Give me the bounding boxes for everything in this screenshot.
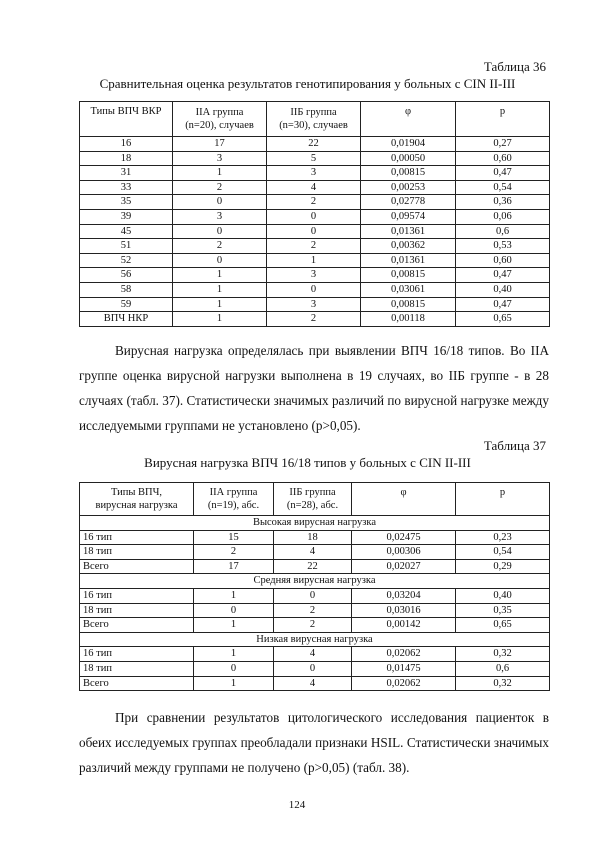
table-cell: 3 (267, 268, 361, 283)
table-cell: 33 (80, 180, 173, 195)
table-cell: 1 (194, 647, 274, 662)
table-row (80, 530, 550, 545)
table-cell: 31 (80, 166, 173, 181)
table-cell: 2 (267, 239, 361, 254)
table-cell: 0,03016 (352, 603, 456, 618)
table-cell: 18 тип (80, 545, 194, 560)
table-cell: 58 (80, 282, 173, 297)
table-cell: 2 (267, 195, 361, 210)
table-cell: 0 (173, 253, 267, 268)
table-row (80, 618, 550, 633)
table36-header-group-2b-name: IIБ группа (290, 107, 337, 118)
table37-header-group-2a (194, 483, 274, 516)
table36-title: Сравнительная оценка результатов генотипирования у больных с CIN II-III (99, 76, 516, 91)
body-paragraph-1: Вирусная нагрузка определялась при выявлении ВПЧ 16/18 типов. Во IIА группе оценка вирусной нагрузки выполнена в 19 случаях, во IIБ группе - в 28 случаях (табл. 37). Статистически значимых различий по вирусной нагрузке между исследуемыми группами не установлено (p>0,05). (79, 343, 549, 433)
table-cell: 1 (194, 618, 274, 633)
table-cell: 3 (267, 166, 361, 181)
table36 (79, 101, 550, 327)
table-cell: 0,00815 (361, 297, 456, 312)
table-cell: 0 (274, 661, 352, 676)
table-row (80, 151, 550, 166)
table-row (80, 137, 550, 152)
table36-header-group-2a (173, 102, 267, 137)
table-cell: 0,54 (456, 180, 550, 195)
section-title: Высокая вирусная нагрузка (80, 516, 550, 531)
page-number: 124 (288, 799, 306, 811)
table-cell: 0,54 (456, 545, 550, 560)
table-cell: 2 (274, 603, 352, 618)
table-cell: Всего (80, 618, 194, 633)
body-paragraph-2: При сравнении результатов цитологического исследования пациенток в обеих исследуемых группах преобладали признаки HSIL. Статистически значимых различий между группами не получено (p>0,05) (табл. 38). (79, 710, 549, 775)
table-cell: 0,03061 (361, 282, 456, 297)
table-row (80, 195, 550, 210)
table-row (80, 268, 550, 283)
table-cell: 5 (267, 151, 361, 166)
table-cell: 1 (173, 166, 267, 181)
table-cell: 18 тип (80, 603, 194, 618)
table37-header-group-2a-name: IIА группа (209, 487, 258, 498)
table-cell: 0,00050 (361, 151, 456, 166)
table-cell: 15 (194, 530, 274, 545)
table-row (80, 297, 550, 312)
table-cell: 2 (267, 312, 361, 327)
table-row (80, 661, 550, 676)
table36-header-group-2b (267, 102, 361, 137)
table37-header-group-2b (274, 483, 352, 516)
table36-header-row (80, 102, 550, 137)
table-cell: 0,00253 (361, 180, 456, 195)
table-cell: 45 (80, 224, 173, 239)
table-cell: 0,00815 (361, 268, 456, 283)
table-cell: 35 (80, 195, 173, 210)
table36-header-group-2a-name: IIА группа (195, 107, 244, 118)
table-cell: 3 (173, 209, 267, 224)
table-cell: 2 (173, 239, 267, 254)
section-header-row (80, 516, 550, 531)
table-cell: 1 (173, 282, 267, 297)
table-cell: 0 (267, 209, 361, 224)
table-cell: 0,29 (456, 559, 550, 574)
table36-body (80, 137, 550, 327)
table-cell: 0 (267, 224, 361, 239)
section-title: Средняя вирусная нагрузка (80, 574, 550, 589)
table-cell: 0 (173, 195, 267, 210)
table-cell: 4 (274, 647, 352, 662)
table-cell: 2 (274, 618, 352, 633)
table-cell: 0,02778 (361, 195, 456, 210)
table-cell: 18 (274, 530, 352, 545)
table-cell: 1 (194, 676, 274, 691)
table-cell: 0 (274, 588, 352, 603)
table-cell: 0 (194, 661, 274, 676)
table36-header-type: Типы ВПЧ ВКР (80, 102, 173, 137)
table-cell: 0,35 (456, 603, 550, 618)
table-cell: 0,47 (456, 166, 550, 181)
table-cell: 0,36 (456, 195, 550, 210)
table-cell: 16 тип (80, 647, 194, 662)
table-cell: 59 (80, 297, 173, 312)
table-cell: 0 (173, 224, 267, 239)
table-cell: 0,32 (456, 647, 550, 662)
table-cell: 1 (173, 297, 267, 312)
table36-header-phi: φ (361, 102, 456, 137)
table-cell: 17 (194, 559, 274, 574)
table-cell: 22 (274, 559, 352, 574)
table-cell: 0,02475 (352, 530, 456, 545)
section-header-row (80, 632, 550, 647)
table-row (80, 312, 550, 327)
table37-header-type-line2: вирусная нагрузка (95, 500, 178, 511)
table-cell: 1 (173, 268, 267, 283)
table-cell: 3 (173, 151, 267, 166)
table-cell: 0,53 (456, 239, 550, 254)
table-row (80, 647, 550, 662)
table-cell: 0,00142 (352, 618, 456, 633)
table-cell: 18 (80, 151, 173, 166)
table-cell: 0,01361 (361, 253, 456, 268)
table-row (80, 603, 550, 618)
table-row (80, 545, 550, 560)
table-cell: 1 (267, 253, 361, 268)
table-cell: ВПЧ НКР (80, 312, 173, 327)
table37-header-row (80, 483, 550, 516)
table-cell: 1 (173, 312, 267, 327)
section-header-row (80, 574, 550, 589)
table-row (80, 209, 550, 224)
table37-body (80, 516, 550, 691)
table-cell: 17 (173, 137, 267, 152)
table-cell: 0,03204 (352, 588, 456, 603)
table-row (80, 239, 550, 254)
table-cell: 0,60 (456, 151, 550, 166)
table-cell: 0,47 (456, 297, 550, 312)
table-cell: 0,40 (456, 282, 550, 297)
table-row (80, 166, 550, 181)
table-cell: 0,23 (456, 530, 550, 545)
table-cell: 0,00118 (361, 312, 456, 327)
table-cell: 1 (194, 588, 274, 603)
table37-header-type (80, 483, 194, 516)
table37-title: Вирусная нагрузка ВПЧ 16/18 типов у больных с CIN II-III (144, 455, 471, 470)
table-cell: 2 (173, 180, 267, 195)
table37 (79, 482, 550, 691)
table-cell: 0,06 (456, 209, 550, 224)
table-cell: 39 (80, 209, 173, 224)
table36-header-p: p (456, 102, 550, 137)
table37-label: Таблица 37 (483, 438, 546, 453)
table-cell: 0,02062 (352, 676, 456, 691)
table-cell: 0,02027 (352, 559, 456, 574)
table37-header-group-2a-n: (n=19), абс. (207, 500, 260, 511)
table-cell: 0,60 (456, 253, 550, 268)
table-cell: 0,00815 (361, 166, 456, 181)
table-cell: 4 (267, 180, 361, 195)
table-row (80, 676, 550, 691)
table37-header-type-line1: Типы ВПЧ, (110, 487, 163, 498)
table37-header-group-2b-name: IIБ группа (289, 487, 336, 498)
table-cell: 0,40 (456, 588, 550, 603)
table-cell: 0,6 (456, 661, 550, 676)
table-row (80, 253, 550, 268)
table-row (80, 180, 550, 195)
table-cell: 0,09574 (361, 209, 456, 224)
table-cell: 0,00362 (361, 239, 456, 254)
table37-header-group-2b-n: (n=28), абс. (286, 500, 339, 511)
table-cell: 0,02062 (352, 647, 456, 662)
table-cell: 0 (194, 603, 274, 618)
table-cell: 4 (274, 676, 352, 691)
table-cell: Всего (80, 676, 194, 691)
table-row (80, 282, 550, 297)
table-cell: 0,01475 (352, 661, 456, 676)
table-row (80, 588, 550, 603)
table36-header-group-2a-n: (n=20), случаев (185, 120, 254, 131)
table36-header-group-2b-n: (n=30), случаев (279, 120, 348, 131)
table36-label: Таблица 36 (483, 59, 546, 74)
table-cell: 51 (80, 239, 173, 254)
table-cell: 2 (194, 545, 274, 560)
table-cell: 0,65 (456, 312, 550, 327)
table-cell: 4 (274, 545, 352, 560)
table37-header-p: p (456, 483, 550, 516)
table-cell: 18 тип (80, 661, 194, 676)
table-row (80, 559, 550, 574)
table-cell: 0 (267, 282, 361, 297)
table-cell: 16 тип (80, 588, 194, 603)
table-cell: 0,00306 (352, 545, 456, 560)
table-cell: 0,27 (456, 137, 550, 152)
table-cell: 0,01904 (361, 137, 456, 152)
table-cell: 3 (267, 297, 361, 312)
table-cell: 0,32 (456, 676, 550, 691)
table-cell: 16 (80, 137, 173, 152)
section-title: Низкая вирусная нагрузка (80, 632, 550, 647)
table-cell: 22 (267, 137, 361, 152)
table-row (80, 224, 550, 239)
table-cell: 0,6 (456, 224, 550, 239)
table-cell: 0,01361 (361, 224, 456, 239)
table-cell: 56 (80, 268, 173, 283)
table-cell: 16 тип (80, 530, 194, 545)
table-cell: Всего (80, 559, 194, 574)
table-cell: 0,65 (456, 618, 550, 633)
table37-header-phi: φ (352, 483, 456, 516)
table-cell: 52 (80, 253, 173, 268)
table-cell: 0,47 (456, 268, 550, 283)
